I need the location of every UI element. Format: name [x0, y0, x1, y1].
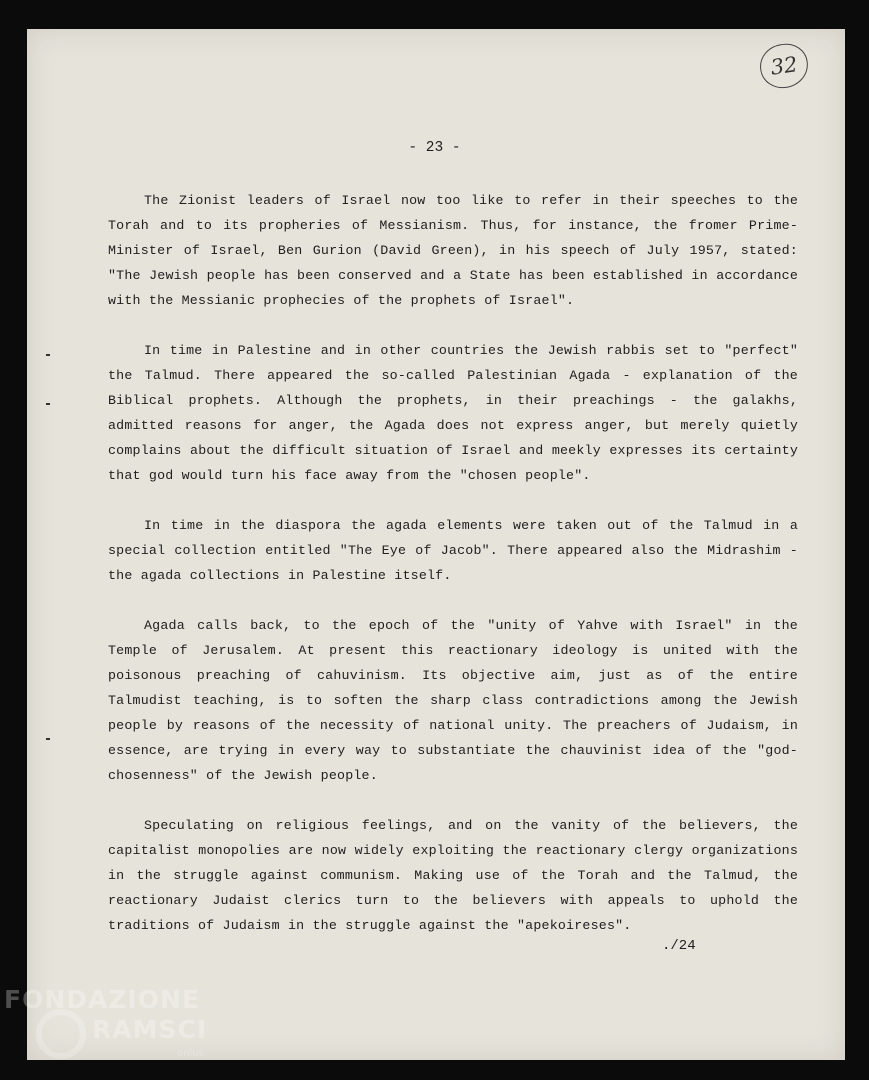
watermark-line-2	[44, 1015, 207, 1045]
watermark-line-2-text: RAMSCI	[92, 1015, 208, 1044]
document-body	[108, 188, 798, 963]
g-logo-icon	[36, 1009, 86, 1059]
watermark-line-1: FONDAZIONE	[4, 985, 201, 1014]
margin-mark	[46, 738, 50, 740]
paragraph-3: In time in the diaspora the agada elements were taken out of the Talmud in a special collection entitled "The Eye of Jacob". There appeared also the Midrashim - the agada collections in Palestine itself.	[108, 518, 798, 583]
fondazione-gramsci-watermark	[4, 985, 207, 1045]
continuation-marker: ./24	[662, 938, 696, 954]
margin-mark	[46, 403, 50, 405]
paragraph-4: Agada calls back, to the epoch of the "unity of Yahve with Israel" in the Temple of Jerusalem. At present this reactionary ideology is united with the poisonous preaching of cahuvinism. Its objective aim, just as of the entire Talmudist teaching, is to soften the sharp class contradictions among the Jewish people by reasons of the necessity of national unity. The preachers of Judaism, in essence, are trying in every way to substantiate the chauvinist idea of the "god-chosenness" of the Jewish people.	[108, 618, 798, 783]
paragraph-5: Speculating on religious feelings, and on the vanity of the believers, the capitalist monopolies are now widely exploiting the reactionary clergy organizations in the struggle against communism. Making use of the Torah and the Talmud, the reactionary Judaist clerics turn to the believers with appeals to uphold the traditions of Judaism in the struggle against the "apekoireses".	[108, 818, 798, 933]
paragraph-2: In time in Palestine and in other countries the Jewish rabbis set to "perfect" the Talmud. There appeared the so-called Palestinian Agada - explanation of the Biblical prophets. Although the prophets, in their preachings - the galakhs, admitted reasons for anger, the Agada does not express anger, but merely quietly complains about the difficult situation of Israel and meekly expresses its certainty that god would turn his face away from the "chosen people".	[108, 343, 798, 483]
margin-mark	[46, 354, 50, 356]
page-header: - 23 -	[408, 140, 461, 156]
archive-number-stamp: 32	[757, 41, 811, 91]
paragraph-1: The Zionist leaders of Israel now too like to refer in their speeches to the Torah and to its propheries of Messianism. Thus, for instance, the fromer Prime-Minister of Israel, Ben Gurion (David Green), in his speech of July 1957, stated: "The Jewish people has been conserved and a State has been established in accordance with the Messianic prophecies of the prophets of Israel".	[108, 193, 798, 308]
watermark-suffix: onlus	[177, 1048, 204, 1059]
